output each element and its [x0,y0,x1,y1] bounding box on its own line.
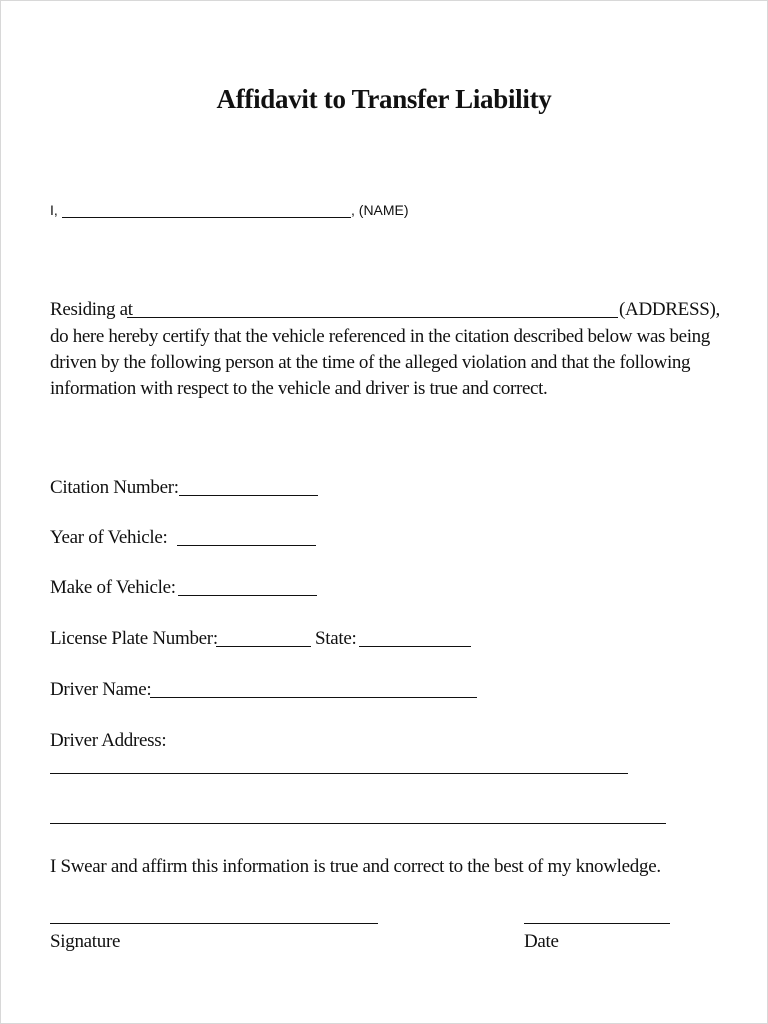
document-title: Affidavit to Transfer Liability [216,84,552,114]
certification-paragraph [50,324,730,402]
state-field[interactable] [359,646,471,647]
make-of-vehicle-field[interactable] [178,595,317,596]
state-label: State: [315,628,357,649]
license-plate-label: License Plate Number: [50,628,218,649]
address-field[interactable] [127,317,618,318]
driver-address-line-2[interactable] [50,823,666,824]
year-of-vehicle-field[interactable] [177,545,316,546]
oath-statement: I Swear and affirm this information is true and correct to the best of my knowledge. [50,856,661,877]
driver-name-label: Driver Name: [50,679,152,700]
residing-label: Residing at [50,299,133,320]
name-field[interactable] [62,217,351,218]
certify-line: do here hereby certify that the vehicle referenced in the citation described below was being [50,326,710,347]
date-field[interactable] [524,923,670,924]
citation-number-field[interactable] [179,495,318,496]
license-plate-field[interactable] [216,646,311,647]
signature-field[interactable] [50,923,378,924]
certify-line: driven by the following person at the time of the alleged violation and that the following [50,352,691,373]
make-of-vehicle-label: Make of Vehicle: [50,577,176,598]
date-label: Date [524,931,559,952]
driver-name-field[interactable] [150,697,477,698]
driver-address-line-1[interactable] [50,773,628,774]
address-suffix: (ADDRESS), [619,299,720,320]
certify-line: information with respect to the vehicle and driver is true and correct. [50,378,548,399]
name-suffix: , (NAME) [351,202,409,218]
signature-label: Signature [50,931,121,952]
year-of-vehicle-label: Year of Vehicle: [50,527,168,548]
name-prefix: I, [50,202,58,218]
citation-number-label: Citation Number: [50,477,179,498]
driver-address-label: Driver Address: [50,730,167,751]
